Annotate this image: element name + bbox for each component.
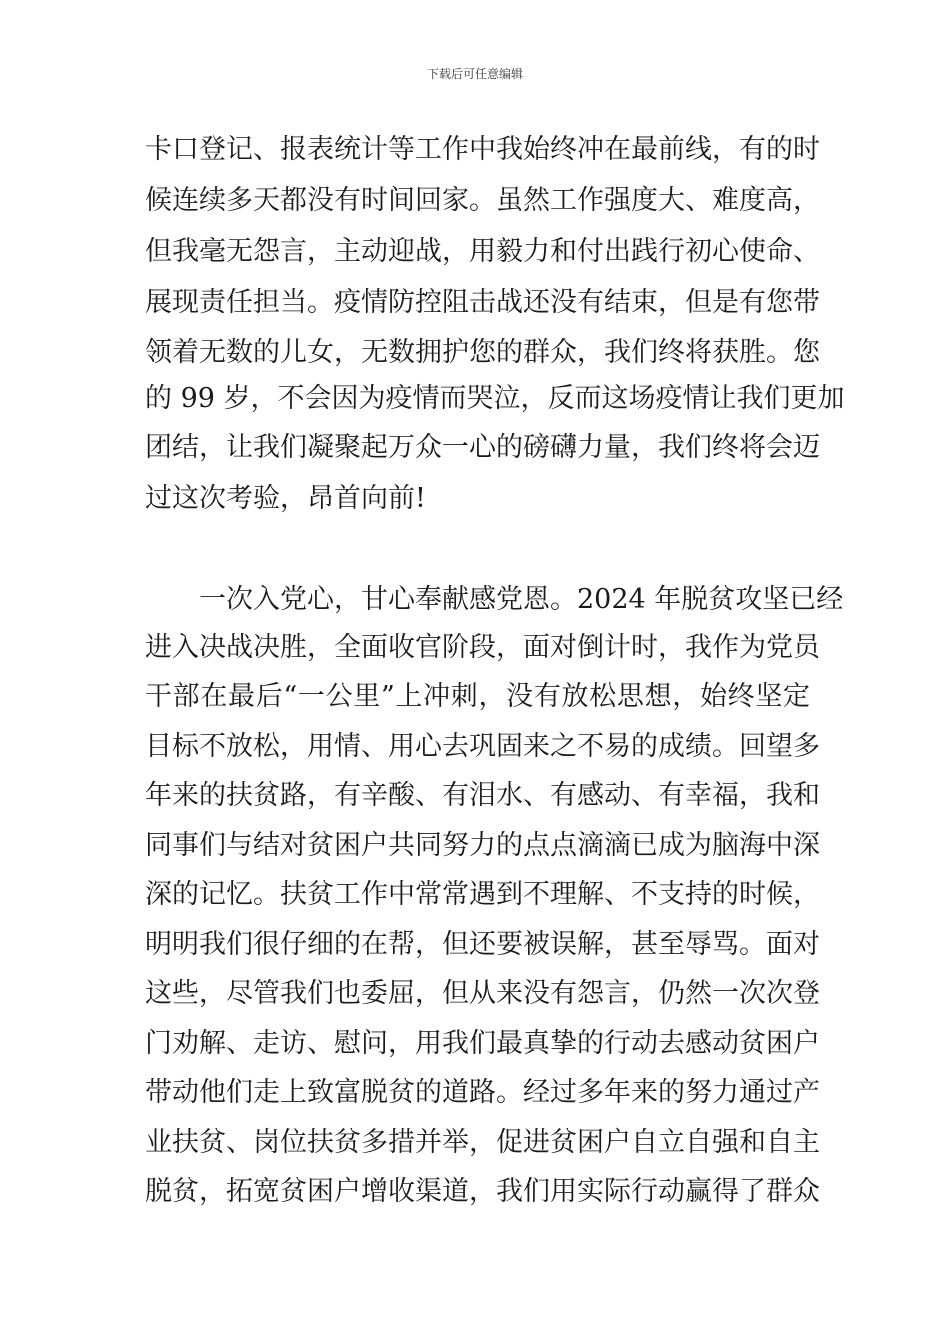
paragraph-1-line-8: 过这次考验，昂首向前! [145, 483, 426, 514]
paragraph-2-line-1: 一次入党心，甘心奉献感党恩。2024 年脱贫攻坚已经 [145, 584, 844, 615]
paragraph-1-line-6: 的 99 岁，不会因为疫情而哭泣，反而这场疫情让我们更加 [145, 383, 845, 414]
paragraph-1-line-2: 候连续多天都没有时间回家。虽然工作强度大、难度高， [145, 185, 820, 216]
paragraph-1-line-5: 领着无数的儿女，无数拥护您的群众，我们终将获胜。您 [145, 337, 820, 368]
paragraph-1-line-3: 但我毫无怨言，主动迎战，用毅力和付出践行初心使命、 [145, 236, 820, 267]
paragraph-2-line-12: 业扶贫、岗位扶贫多措并举，促进贫困户自立自强和自主 [145, 1127, 820, 1158]
paragraph-2-line-13: 脱贫，拓宽贫困户增收渠道，我们用实际行动赢得了群众 [145, 1176, 820, 1207]
paragraph-2-line-6: 同事们与结对贫困户共同努力的点点滴滴已成为脑海中深 [145, 830, 820, 861]
paragraph-2-line-3: 干部在最后“一公里”上冲刺，没有放松思想，始终坚定 [145, 681, 810, 712]
paragraph-2-line-5: 年来的扶贫路，有辛酸、有泪水、有感动、有幸福，我和 [145, 780, 820, 811]
paragraph-2-line-9: 这些，尽管我们也委屈，但从来没有怨言，仍然一次次登 [145, 978, 820, 1009]
paragraph-1-line-1: 卡口登记、报表统计等工作中我始终冲在最前线，有的时 [145, 134, 820, 165]
paragraph-2-line-4: 目标不放松，用情、用心去巩固来之不易的成绩。回望多 [145, 731, 820, 762]
paragraph-1-line-7: 团结，让我们凝聚起万众一心的磅礴力量，我们终将会迈 [145, 432, 820, 463]
page-header: 下载后可任意编辑 [426, 67, 523, 81]
paragraph-2-line-7: 深的记忆。扶贫工作中常常遇到不理解、不支持的时候， [145, 879, 820, 910]
paragraph-2-line-2: 进入决战决胜，全面收官阶段，面对倒计时，我作为党员 [145, 632, 820, 663]
paragraph-2-line-8: 明明我们很仔细的在帮，但还要被误解，甚至辱骂。面对 [145, 929, 820, 960]
paragraph-2-line-10: 门劝解、走访、慰问，用我们最真挚的行动去感动贫困户 [145, 1028, 820, 1059]
paragraph-1-line-4: 展现责任担当。疫情防控阻击战还没有结束，但是有您带 [145, 287, 820, 318]
paragraph-2-line-11: 带动他们走上致富脱贫的道路。经过多年来的努力通过产 [145, 1077, 820, 1108]
